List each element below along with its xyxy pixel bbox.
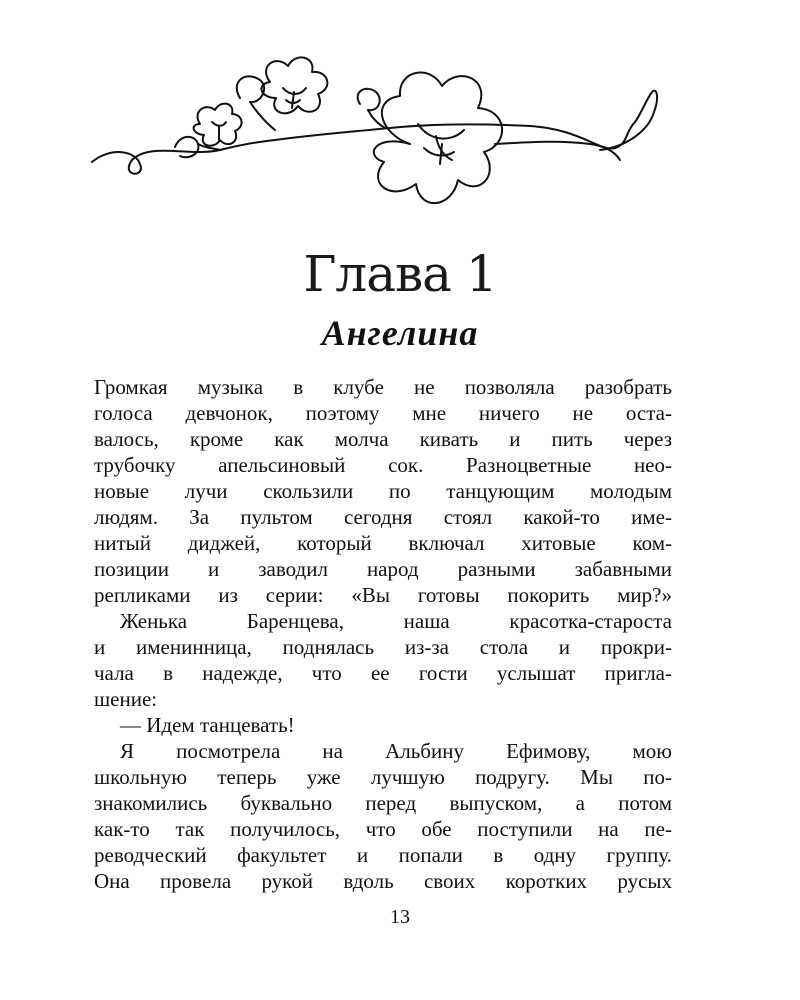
- chapter-title: Глава 1: [303, 245, 497, 303]
- dialogue-line: — Идем танцевать!: [120, 713, 295, 737]
- text-line: репликами из серии: «Вы готовы покорить мир?»: [94, 583, 672, 607]
- text-line: Я посмотрела на Альбину Ефимову, мою: [120, 739, 672, 763]
- text-line: чала в надежде, что ее гости услышат пригла-: [94, 661, 672, 685]
- chapter-subtitle: Ангелина: [321, 313, 479, 353]
- text-line: голоса девчонок, поэтому мне ничего не оста-: [94, 401, 672, 425]
- text-line: и именинница, поднялась из-за стола и прокри-: [94, 635, 672, 659]
- text-line: людям. За пультом сегодня стоял какой-то име-: [94, 505, 672, 529]
- orchid-branch-icon: [80, 52, 720, 237]
- text-line: реводческий факультет и попали в одну группу.: [94, 843, 672, 867]
- text-line: Она провела рукой вдоль своих коротких русых: [94, 869, 672, 893]
- chapter-body: [94, 374, 672, 894]
- text-line: Громкая музыка в клубе не позволяла разобрать: [94, 375, 672, 399]
- text-line: нитый диджей, который включал хитовые ком-: [94, 531, 672, 555]
- text-line: трубочку апельсиновый сок. Разноцветные нео-: [94, 453, 672, 477]
- text-line: новые лучи скользили по танцующим молодым: [94, 479, 672, 503]
- text-line: знакомились буквально перед выпуском, а потом: [94, 791, 672, 815]
- text-line: валось, кроме как молча кивать и пить через: [94, 427, 672, 451]
- text-line: Женька Баренцева, наша красотка-староста: [120, 609, 672, 633]
- page-number: 13: [390, 906, 410, 928]
- text-line: шение:: [94, 687, 158, 711]
- text-line: школьную теперь уже лучшую подругу. Мы по-: [94, 765, 672, 789]
- text-line: как-то так получилось, что обе поступили на пе-: [94, 817, 672, 841]
- text-line: позиции и заводил народ разными забавными: [94, 557, 672, 581]
